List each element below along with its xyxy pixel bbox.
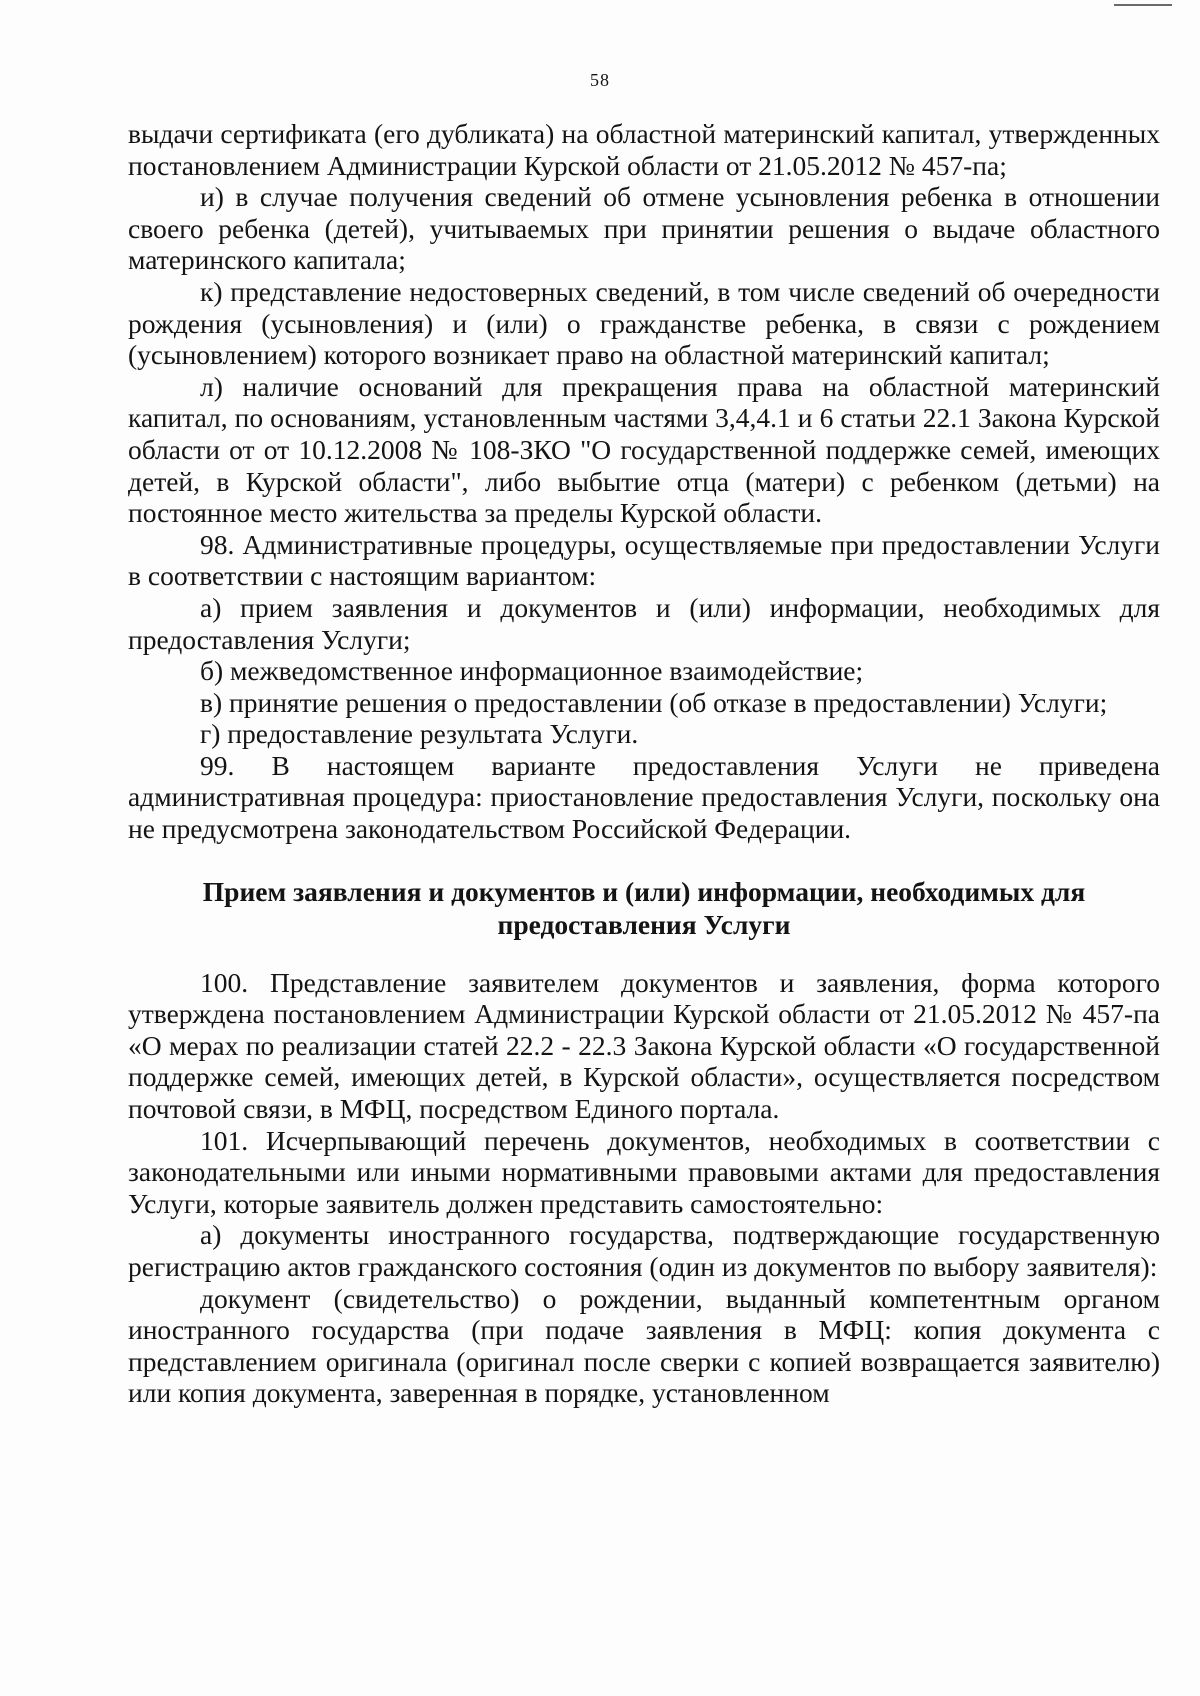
paragraph: к) представление недостоверных сведений, в том числе сведений об очередности рождения (усыновления) и (или) о гражданстве ребенка, в связи с рождением (усыновлением) которого возникает право на областной материнский капитал; — [128, 275, 1160, 371]
paragraph: а) документы иностранного государства, подтверждающие государственную регистрацию актов гражданского состояния (один из документов по выбору заявителя): — [128, 1219, 1160, 1282]
paragraph: 99. В настоящем варианте предоставления Услуги не приведена административная процедура: приостановление предоставления Услуги, поскольку она не предусмотрена законодательством Российской Федерации. — [128, 749, 1160, 845]
scan-edge-line — [1114, 4, 1172, 6]
paragraph: г) предоставление результата Услуги. — [200, 718, 639, 750]
page-number: 58 — [590, 70, 610, 90]
paragraph: л) наличие оснований для прекращения права на областной материнский капитал, по основаниям, установленным частями 3,4,4.1 и 6 статьи 22.1 Закона Курской области от от 10.12.2008 № 108-ЗКО "О государственной поддержке семей, имеющих детей, в Курской области", либо выбытие отца (матери) с ребенком (детьми) на постоянное место жительства за пределы Курской области. — [128, 370, 1160, 529]
paragraph: 98. Административные процедуры, осуществляемые при предоставлении Услуги в соответствии с настоящим вариантом: — [128, 528, 1160, 592]
section-heading-line: предоставления Услуги — [497, 908, 791, 940]
paragraph: а) прием заявления и документов и (или) информации, необходимых для предоставления Услуги; — [128, 591, 1160, 655]
document-body — [128, 118, 1160, 1409]
paragraph: и) в случае получения сведений об отмене усыновления ребенка в отношении своего ребенка (детей), учитываемых при принятии решения о выдаче областного материнского капитала; — [128, 181, 1160, 276]
paragraph: документ (свидетельство) о рождении, выданный компетентным органом иностранного государства (при подаче заявления в МФЦ: копия документа с представлением оригинала (оригинал после сверки с копией возвращается заявителю) или копия документа, заверенная в порядке, установленном — [128, 1282, 1160, 1409]
section-heading — [128, 875, 1160, 941]
paragraph: 100. Представление заявителем документов и заявления, форма которого утверждена постановлением Администрации Курской области от 21.05.2012 № 457-па «О мерах по реализации статей 22.2 - 22.3 Закона Курской области «О государственной поддержке семей, имеющих детей, в Курской области», осуществляется посредством почтовой связи, в МФЦ, посредством Единого портала. — [128, 966, 1160, 1125]
paragraph: выдачи сертификата (его дубликата) на областной материнский капитал, утвержденных постановлением Администрации Курской области от 21.05.2012 № 457-па; — [128, 118, 1160, 181]
paragraph: б) межведомственное информационное взаимодействие; — [200, 655, 864, 687]
paragraph: в) принятие решения о предоставлении (об отказе в предоставлении) Услуги; — [200, 686, 1108, 718]
section-heading-line: Прием заявления и документов и (или) информации, необходимых для — [202, 875, 1086, 907]
paragraph: 101. Исчерпывающий перечень документов, необходимых в соответствии с законодательными или иными нормативными правовыми актами для предоставления Услуги, которые заявитель должен представить самостоятельно: — [128, 1124, 1160, 1219]
